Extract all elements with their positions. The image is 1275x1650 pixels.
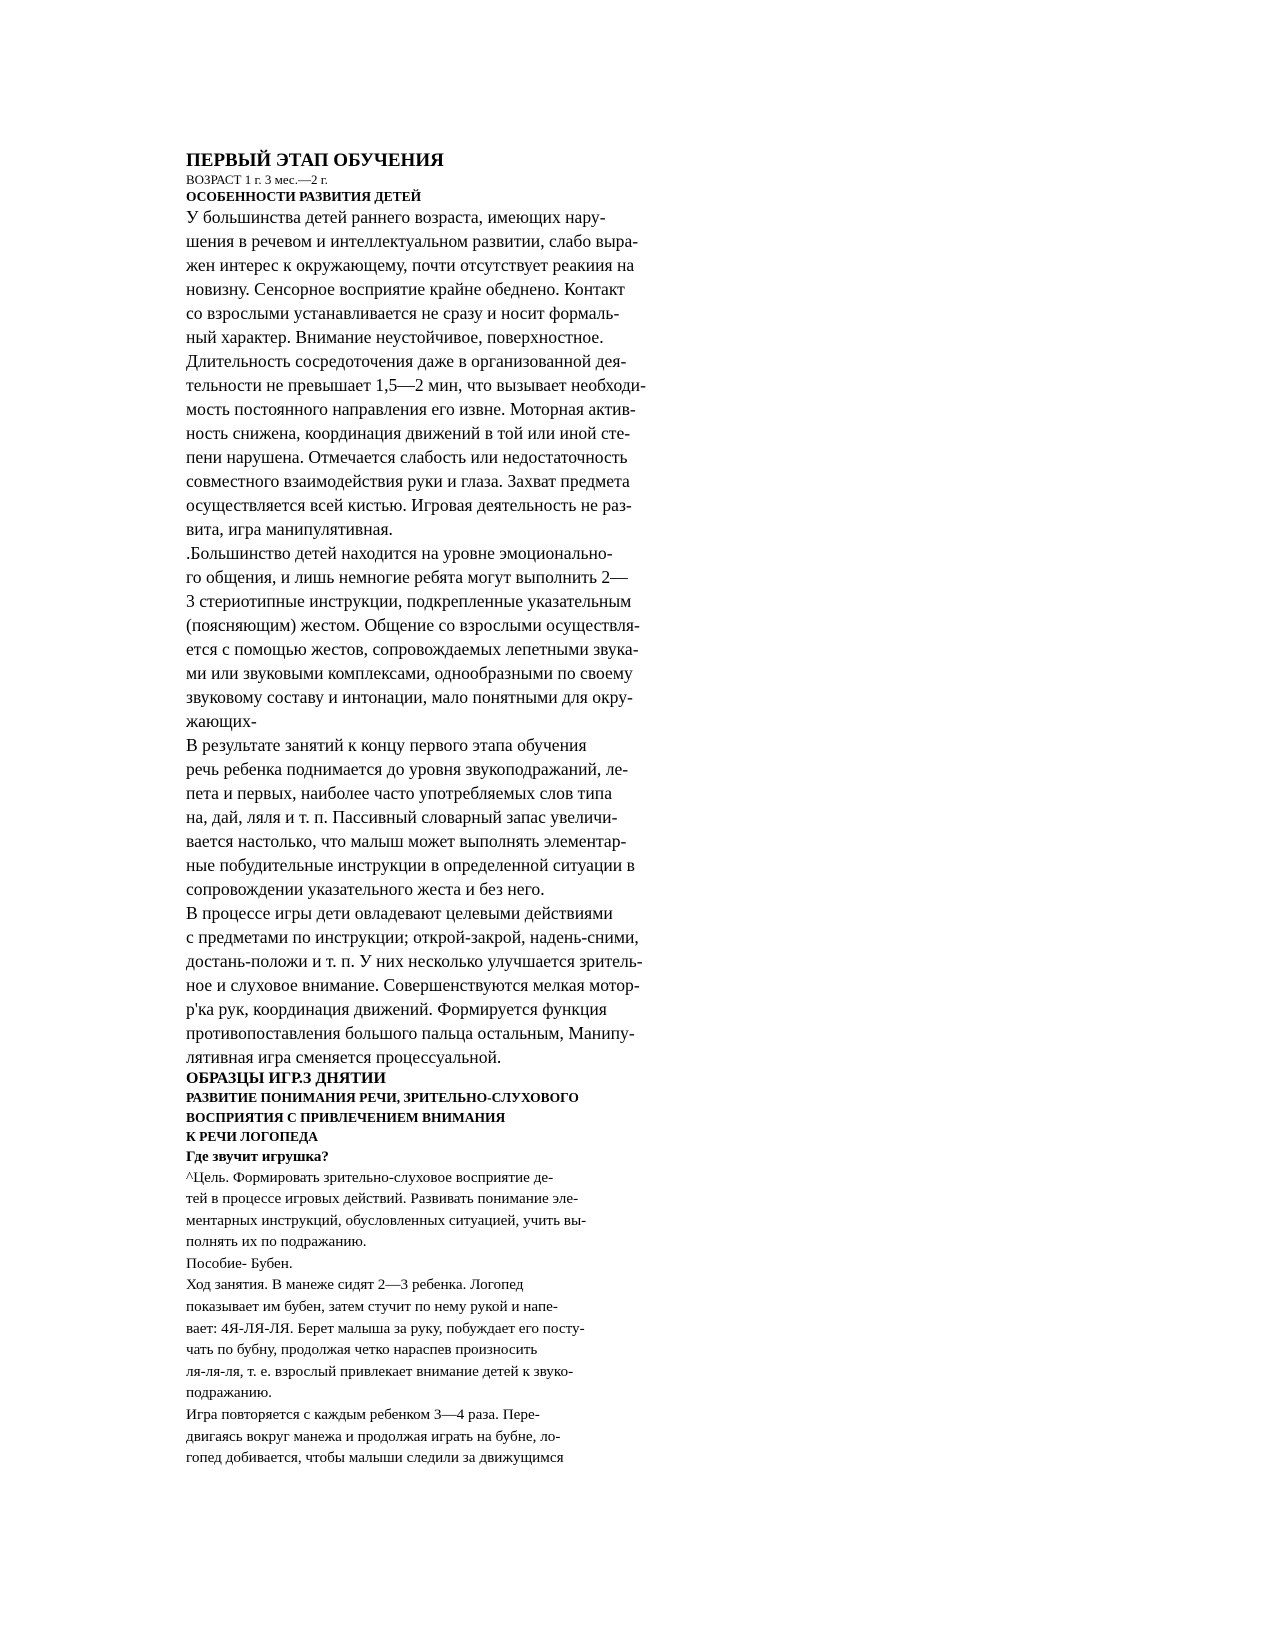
text-line: У большинства детей раннего возраста, имеющих нару- xyxy=(186,207,606,227)
text-line: .Большинство детей находится на уровне эмоционально- xyxy=(186,543,613,563)
text-line: речь ребенка поднимается до уровня звукоподражаний, ле- xyxy=(186,759,629,779)
text-line: жен интерес к окружающему, почти отсутствует реакиия на xyxy=(186,255,635,275)
document-page xyxy=(186,150,746,1469)
text-line: жающих- xyxy=(186,711,257,731)
text-line: р'ка рук, координация движений. Формируется функция xyxy=(186,999,607,1019)
text-line: ность снижена, координация движений в той или иной сте- xyxy=(186,423,631,443)
text-line: с предметами по инструкции; открой-закрой, надень-сними, xyxy=(186,927,639,947)
text-line: Длительность сосредоточения даже в организованной дея- xyxy=(186,351,627,371)
text-line: совместного взаимодействия руки и глаза. Захват предмета xyxy=(186,471,630,491)
text-line: сопровождении указательного жеста и без него. xyxy=(186,879,545,899)
text-line: ^Цель. Формировать зрительно-слуховое восприятие де- xyxy=(186,1168,554,1186)
text-line: полнять их по подражанию. xyxy=(186,1233,367,1251)
page-title: ПЕРВЫЙ ЭТАП ОБУЧЕНИЯ xyxy=(186,150,444,171)
text-line: вита, игра манипулятивная. xyxy=(186,519,393,539)
text-line: лятивная игра сменяется процессуальной. xyxy=(186,1047,502,1067)
text-line: ми или звуковыми комплексами, однообразными по своему xyxy=(186,663,633,683)
section1-text xyxy=(186,205,746,1069)
text-line: тельности не превышает 1,5—2 мин, что вызывает необходи- xyxy=(186,375,646,395)
text-line: (поясняющим) жестом. Общение со взрослыми осуществля- xyxy=(186,615,640,635)
text-line: вается настолько, что малыш может выполнять элементар- xyxy=(186,831,627,851)
text-line: показывает им бубен, затем стучит по нему рукой и напе- xyxy=(186,1298,558,1316)
section-heading: ОСОБЕННОСТИ РАЗВИТИЯ ДЕТЕЙ xyxy=(186,189,422,204)
text-line: достань-положи и т. п. У них несколько улучшается зритель- xyxy=(186,951,643,971)
text-line: ный характер. Внимание неустойчивое, поверхностное. xyxy=(186,327,604,347)
text-line: тей в процессе игровых действий. Развивать понимание эле- xyxy=(186,1190,579,1208)
text-line: противопоставления большого пальца остальным, Манипу- xyxy=(186,1023,635,1043)
text-line: ментарных инструкций, обусловленных ситуацией, учить вы- xyxy=(186,1211,587,1229)
text-line: пета и первых, наиболее часто употребляемых слов типа xyxy=(186,783,613,803)
section2-subheading-line: ВОСПРИЯТИЯ С ПРИВЛЕЧЕНИЕМ ВНИМАНИЯ xyxy=(186,1109,506,1125)
text-line: ется с помощью жестов, сопровождаемых лепетными звука- xyxy=(186,639,639,659)
text-line: вает: 4Я-ЛЯ-ЛЯ. Берет малыша за руку, побуждает его посту- xyxy=(186,1319,585,1337)
section2-heading: ОБРАЗЦЫ ИГР.З ДНЯТИИ xyxy=(186,1070,386,1087)
text-line: со взрослыми устанавливается не сразу и носит формаль- xyxy=(186,303,620,323)
game-title: Где звучит игрушка? xyxy=(186,1148,329,1165)
text-line: звуковому составу и интонации, мало понятными для окру- xyxy=(186,687,633,707)
text-line: В результате занятий к концу первого этапа обучения xyxy=(186,735,587,755)
text-line: 3 стериотипные инструкции, подкрепленные указательным xyxy=(186,591,632,611)
section2-subheading-line: К РЕЧИ ЛОГОПЕДА xyxy=(186,1129,319,1144)
text-line: Игра повторяется с каждым ребенком 3—4 раза. Пере- xyxy=(186,1406,540,1424)
text-line: гопед добивается, чтобы малыши следили за движущимся xyxy=(186,1449,564,1467)
age-range: ВОЗРАСТ 1 г. 3 мес.—2 г. xyxy=(186,172,328,187)
text-line: чать по бубну, продолжая четко нараспев произносить xyxy=(186,1341,538,1359)
text-line: на, дай, ляля и т. п. Пассивный словарный запас увеличи- xyxy=(186,807,618,827)
text-line: ные побудительные инструкции в определенной ситуации в xyxy=(186,855,635,875)
section2-subheading-line: РАЗВИТИЕ ПОНИМАНИЯ РЕЧИ, ЗРИТЕЛЬНО-СЛУХОВОГО xyxy=(186,1090,579,1105)
text-line: мость постоянного направления его извне. Моторная актив- xyxy=(186,399,636,419)
text-line: В процессе игры дети овладевают целевыми действиями xyxy=(186,903,613,923)
text-line: двигаясь вокруг манежа и продолжая играть на бубне, ло- xyxy=(186,1427,561,1445)
text-line: го общения, и лишь немногие ребята могут выполнить 2— xyxy=(186,567,628,587)
text-line: шения в речевом и интеллектуальном развитии, слабо выра- xyxy=(186,231,639,251)
text-line: Пособие- Бубен. xyxy=(186,1254,293,1272)
text-line: ное и слуховое внимание. Совершенствуются мелкая мотор- xyxy=(186,975,640,995)
text-line: пени нарушена. Отмечается слабость или недостаточность xyxy=(186,447,628,467)
section2-text xyxy=(186,1167,746,1469)
text-line: новизну. Сенсорное восприятие крайне обеднено. Контакт xyxy=(186,279,625,299)
text-line: подражанию. xyxy=(186,1384,272,1402)
text-line: Ход занятия. В манеже сидят 2—3 ребенка. Логопед xyxy=(186,1276,524,1294)
text-line: осуществляется всей кистью. Игровая деятельность не раз- xyxy=(186,495,632,515)
text-line: ля-ля-ля, т. е. взрослый привлекает внимание детей к звуко- xyxy=(186,1362,574,1380)
